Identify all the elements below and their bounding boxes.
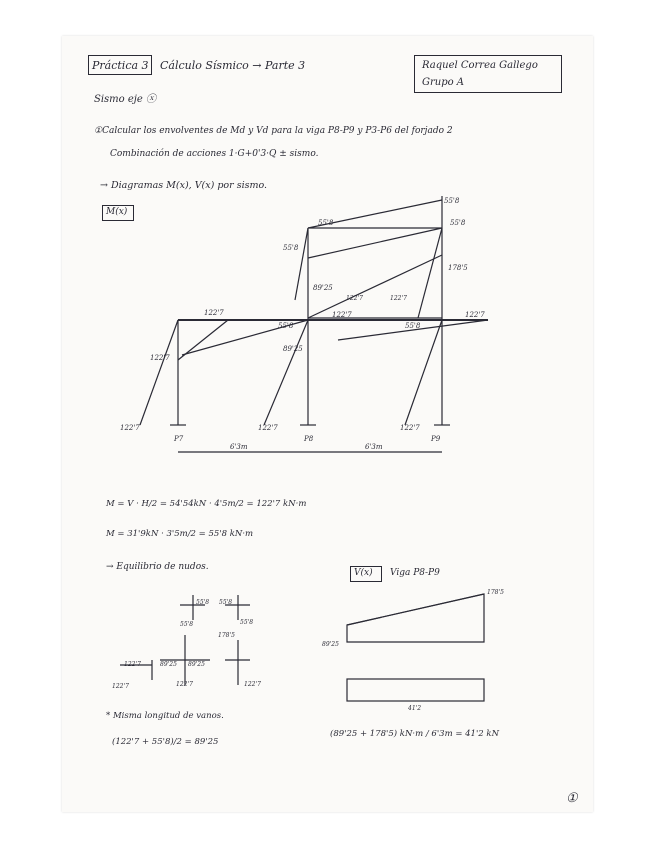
author-group: Grupo A [422, 77, 465, 88]
joint-value-7: 89'25 [160, 661, 177, 668]
shear-trapezoid [347, 594, 484, 642]
top-value-2: 55'8 [318, 219, 334, 227]
mid-value-5: 55'8 [278, 322, 294, 330]
mid-value-7: 122'7 [465, 311, 485, 319]
joint-value-2: 55'8 [219, 599, 233, 606]
equilibrio-heading: → Equilibrio de nudos. [106, 562, 209, 572]
calc-m2: M = 31'9kN · 3'5m/2 = 55'8 kN·m [106, 529, 254, 539]
title-main: Cálculo Sísmico → Parte 3 [160, 59, 306, 72]
joint-value-8: 89'25 [188, 661, 205, 668]
mid-value-2: 89'25 [313, 284, 333, 292]
span-1: 6'3m [230, 443, 248, 451]
joint-value-11: 122'7 [244, 681, 261, 688]
equilibrio-calc: (122'7 + 55'8)/2 = 89'25 [112, 737, 219, 747]
mid-value-12: 122'7 [390, 295, 407, 302]
mid-value-11: 122'7 [346, 295, 363, 302]
joint-value-10: 122'7 [176, 681, 193, 688]
author-name: Raquel Correa Gallego [422, 60, 538, 71]
top-value-3: 55'8 [450, 219, 466, 227]
mid-value-6: 122'7 [332, 311, 352, 319]
vx-top-value: 178'5 [487, 589, 504, 596]
top-value-1: 55'8 [444, 197, 460, 205]
mx-label: M(x) [106, 207, 128, 217]
pillar-p7: P7 [174, 435, 184, 443]
joint-value-4: 55'8 [240, 619, 254, 626]
bottom-value-3: 122'7 [400, 424, 420, 432]
mid-value-8: 55'8 [405, 322, 421, 330]
pillar-p9: P9 [431, 435, 441, 443]
joint-value-1: 55'8 [196, 599, 210, 606]
vx-left-value: 89'25 [322, 641, 339, 648]
mid-value-10: 122'7 [150, 354, 170, 362]
bottom-value-1: 122'7 [120, 424, 140, 432]
shear-line [347, 594, 484, 625]
joint-value-9: 122'7 [112, 683, 129, 690]
mid-value-4: 122'7 [204, 309, 224, 317]
calc-m1: M = V · H/2 = 54'54kN · 4'5m/2 = 122'7 kN·m [106, 499, 307, 509]
vx-label: V(x) [354, 568, 373, 578]
page-number: ① [566, 791, 578, 806]
span-2: 6'3m [365, 443, 383, 451]
joint-value-3: 55'8 [180, 621, 194, 628]
axis-label: Sismo eje ⓧ [94, 94, 156, 105]
vx-calc: (89'25 + 178'5) kN·m / 6'3m = 41'2 kN [330, 729, 500, 739]
item1-line1: ①Calcular los envolventes de Md y Vd para la viga P8-P9 y P3-P6 del forjado 2 [94, 126, 453, 136]
diagram-heading: → Diagramas M(x), V(x) por sismo. [100, 180, 268, 191]
joint-value-5: 178'5 [218, 632, 235, 639]
shear-bar [347, 679, 484, 701]
mid-value-3: 178'5 [448, 264, 468, 272]
mid-value-9: 89'25 [283, 345, 303, 353]
pillar-p8: P8 [304, 435, 314, 443]
joint-value-6: 122'7 [124, 661, 141, 668]
vx-title: Viga P8-P9 [390, 568, 440, 578]
equilibrio-note: * Misma longitud de vanos. [106, 711, 224, 721]
title-left: Práctica 3 [92, 59, 149, 72]
item1-line2: Combinación de acciones 1·G+0'3·Q ± sismo. [110, 149, 319, 159]
bottom-value-2: 122'7 [258, 424, 278, 432]
vx-bar-value: 41'2 [408, 705, 422, 712]
mid-value-1: 55'8 [283, 244, 299, 252]
